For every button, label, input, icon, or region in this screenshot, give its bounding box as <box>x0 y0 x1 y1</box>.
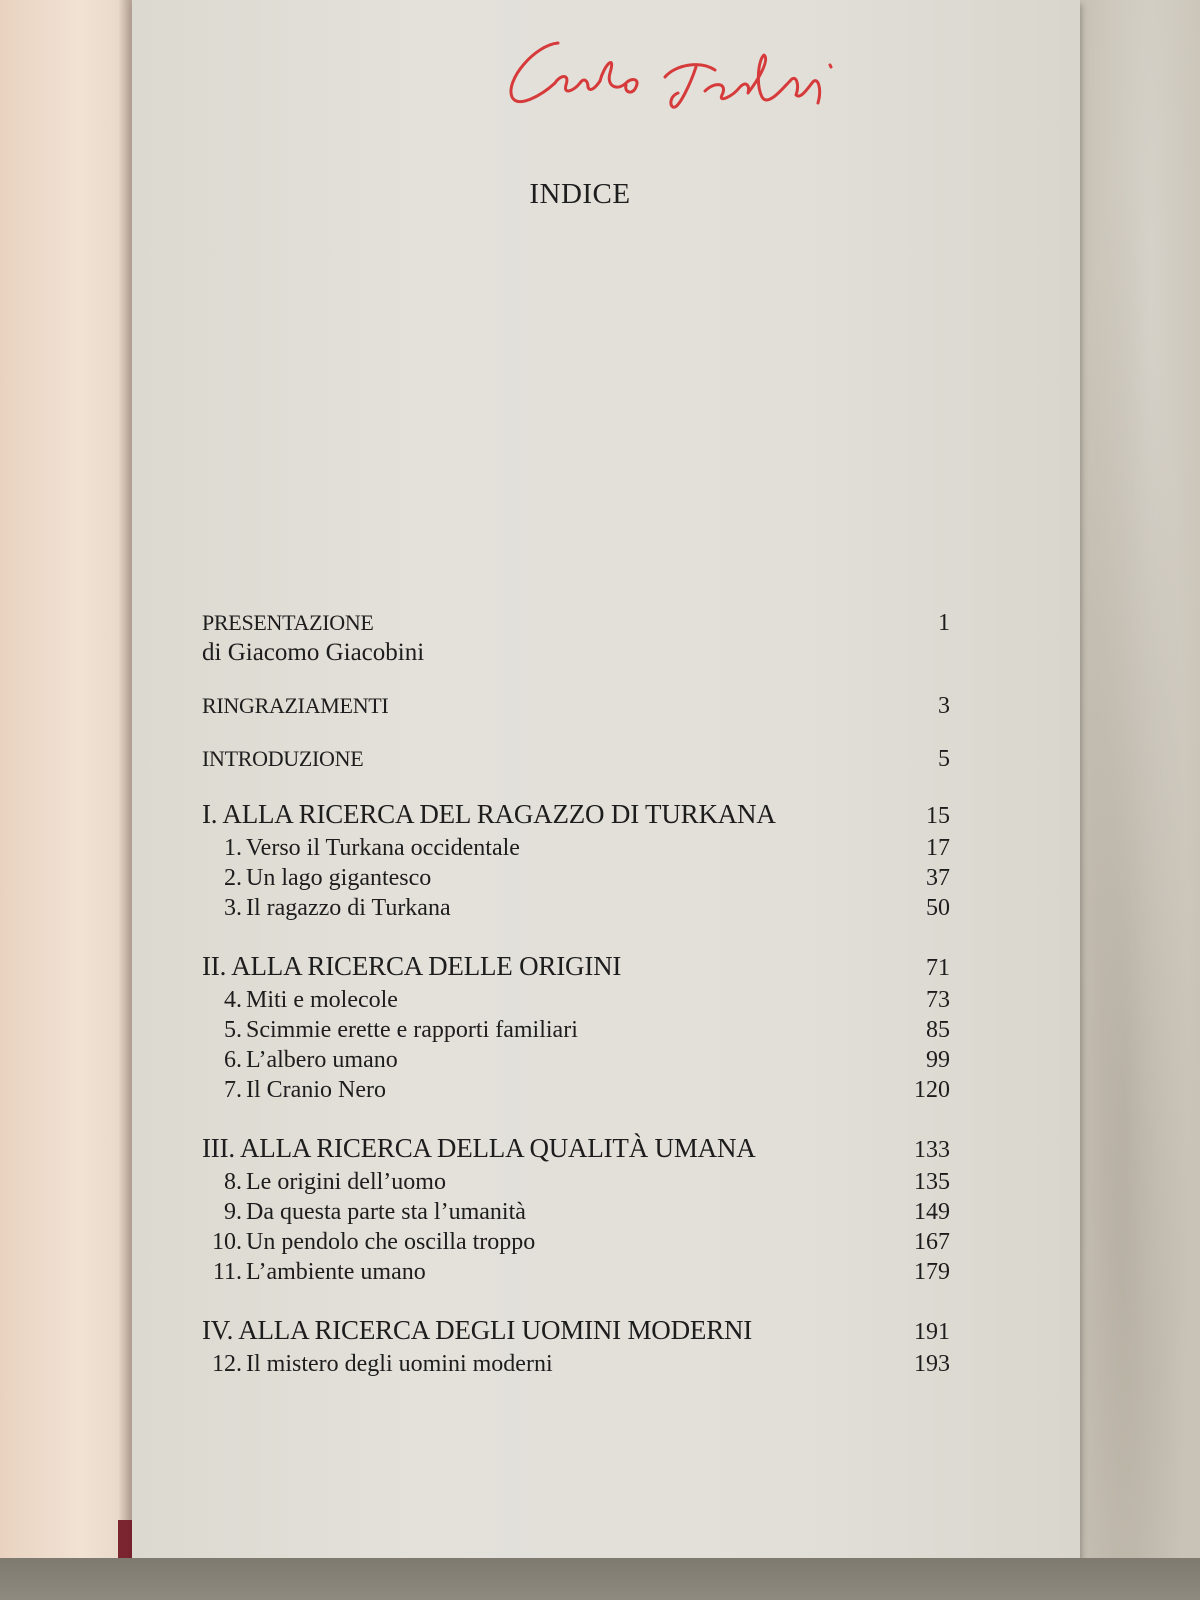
chapter-title: Il mistero degli uomini moderni <box>246 1351 553 1377</box>
toc-entry-presentazione <box>202 610 950 667</box>
entry-title: INTRODUZIONE <box>202 746 364 771</box>
toc-part-4 <box>202 1315 950 1381</box>
chapter-number: 1. <box>224 835 242 861</box>
page-number: 50 <box>926 895 950 921</box>
part-title: III. ALLA RICERCA DELLA QUALITÀ UMANA <box>202 1133 756 1163</box>
chapter-title: Da questa parte sta l’umanità <box>246 1199 526 1225</box>
chapter-number: 2. <box>224 865 242 891</box>
chapter-number: 9. <box>224 1199 242 1225</box>
page-number: 133 <box>914 1137 950 1163</box>
chapter-number: 11. <box>212 1259 242 1285</box>
chapter-entry <box>202 1169 950 1199</box>
chapter-number: 3. <box>224 895 242 921</box>
toc-part-3 <box>202 1133 950 1289</box>
chapter-title: Verso il Turkana occidentale <box>246 835 520 861</box>
page-number: 191 <box>914 1319 950 1345</box>
chapter-entry <box>202 1259 950 1289</box>
page-number: 17 <box>926 835 950 861</box>
toc-part-2 <box>202 951 950 1107</box>
page-number: 3 <box>938 693 950 719</box>
chapter-entry <box>202 1047 950 1077</box>
chapter-entry <box>202 1077 950 1107</box>
page-number: 37 <box>926 865 950 891</box>
chapter-number: 7. <box>224 1077 242 1103</box>
entry-title: RINGRAZIAMENTI <box>202 693 389 718</box>
toc-entry-ringraziamenti <box>202 693 950 720</box>
page-number: 85 <box>926 1017 950 1043</box>
wood-background <box>1075 0 1200 1600</box>
chapter-title: L’albero umano <box>246 1047 398 1073</box>
page-number: 135 <box>914 1169 950 1195</box>
chapter-number: 5. <box>224 1017 242 1043</box>
page-number: 149 <box>914 1199 950 1225</box>
chapter-entry <box>202 1351 950 1381</box>
chapter-entry <box>202 1199 950 1229</box>
chapter-entry <box>202 895 950 925</box>
chapter-title: Il ragazzo di Turkana <box>246 895 451 921</box>
entry-title: PRESENTAZIONE <box>202 610 374 635</box>
entry-subtitle: di Giacomo Giacobini <box>202 639 425 666</box>
chapter-title: Scimmie erette e rapporti familiari <box>246 1017 578 1043</box>
page-number: 15 <box>926 803 950 829</box>
chapter-title: Miti e molecole <box>246 987 398 1013</box>
page-number: 99 <box>926 1047 950 1073</box>
page-number: 167 <box>914 1229 950 1255</box>
chapter-number: 6. <box>224 1047 242 1073</box>
chapter-entry <box>202 987 950 1017</box>
part-title: I. ALLA RICERCA DEL RAGAZZO DI TURKANA <box>202 799 776 829</box>
bottom-shadow <box>0 1558 1200 1600</box>
chapter-title: Un lago gigantesco <box>246 865 432 891</box>
chapter-number: 4. <box>224 987 242 1013</box>
page-number: 1 <box>938 610 950 636</box>
chapter-entry <box>202 1017 950 1047</box>
chapter-title: L’ambiente umano <box>246 1259 426 1285</box>
chapter-number: 12. <box>212 1351 242 1377</box>
page-number: 193 <box>914 1351 950 1377</box>
handwritten-signature <box>500 25 850 135</box>
page-number: 120 <box>914 1077 950 1103</box>
toc-entry-introduzione <box>202 746 950 773</box>
toc-part-1 <box>202 799 950 925</box>
page-number: 179 <box>914 1259 950 1285</box>
chapter-title: Un pendolo che oscilla troppo <box>246 1229 536 1255</box>
chapter-number: 10. <box>212 1229 242 1255</box>
chapter-entry <box>202 835 950 865</box>
part-title: IV. ALLA RICERCA DEGLI UOMINI MODERNI <box>202 1315 753 1345</box>
chapter-number: 8. <box>224 1169 242 1195</box>
chapter-entry <box>202 1229 950 1259</box>
page-number: 5 <box>938 746 950 772</box>
signature-strokes <box>511 43 831 107</box>
page-number: 71 <box>926 955 950 981</box>
page-number: 73 <box>926 987 950 1013</box>
facing-page-edge <box>0 0 135 1600</box>
table-of-contents <box>202 610 950 1407</box>
page-title: INDICE <box>529 178 631 210</box>
chapter-title: Le origini dell’uomo <box>246 1169 446 1195</box>
chapter-title: Il Cranio Nero <box>246 1077 386 1103</box>
chapter-entry <box>202 865 950 895</box>
part-title: II. ALLA RICERCA DELLE ORIGINI <box>202 951 622 981</box>
